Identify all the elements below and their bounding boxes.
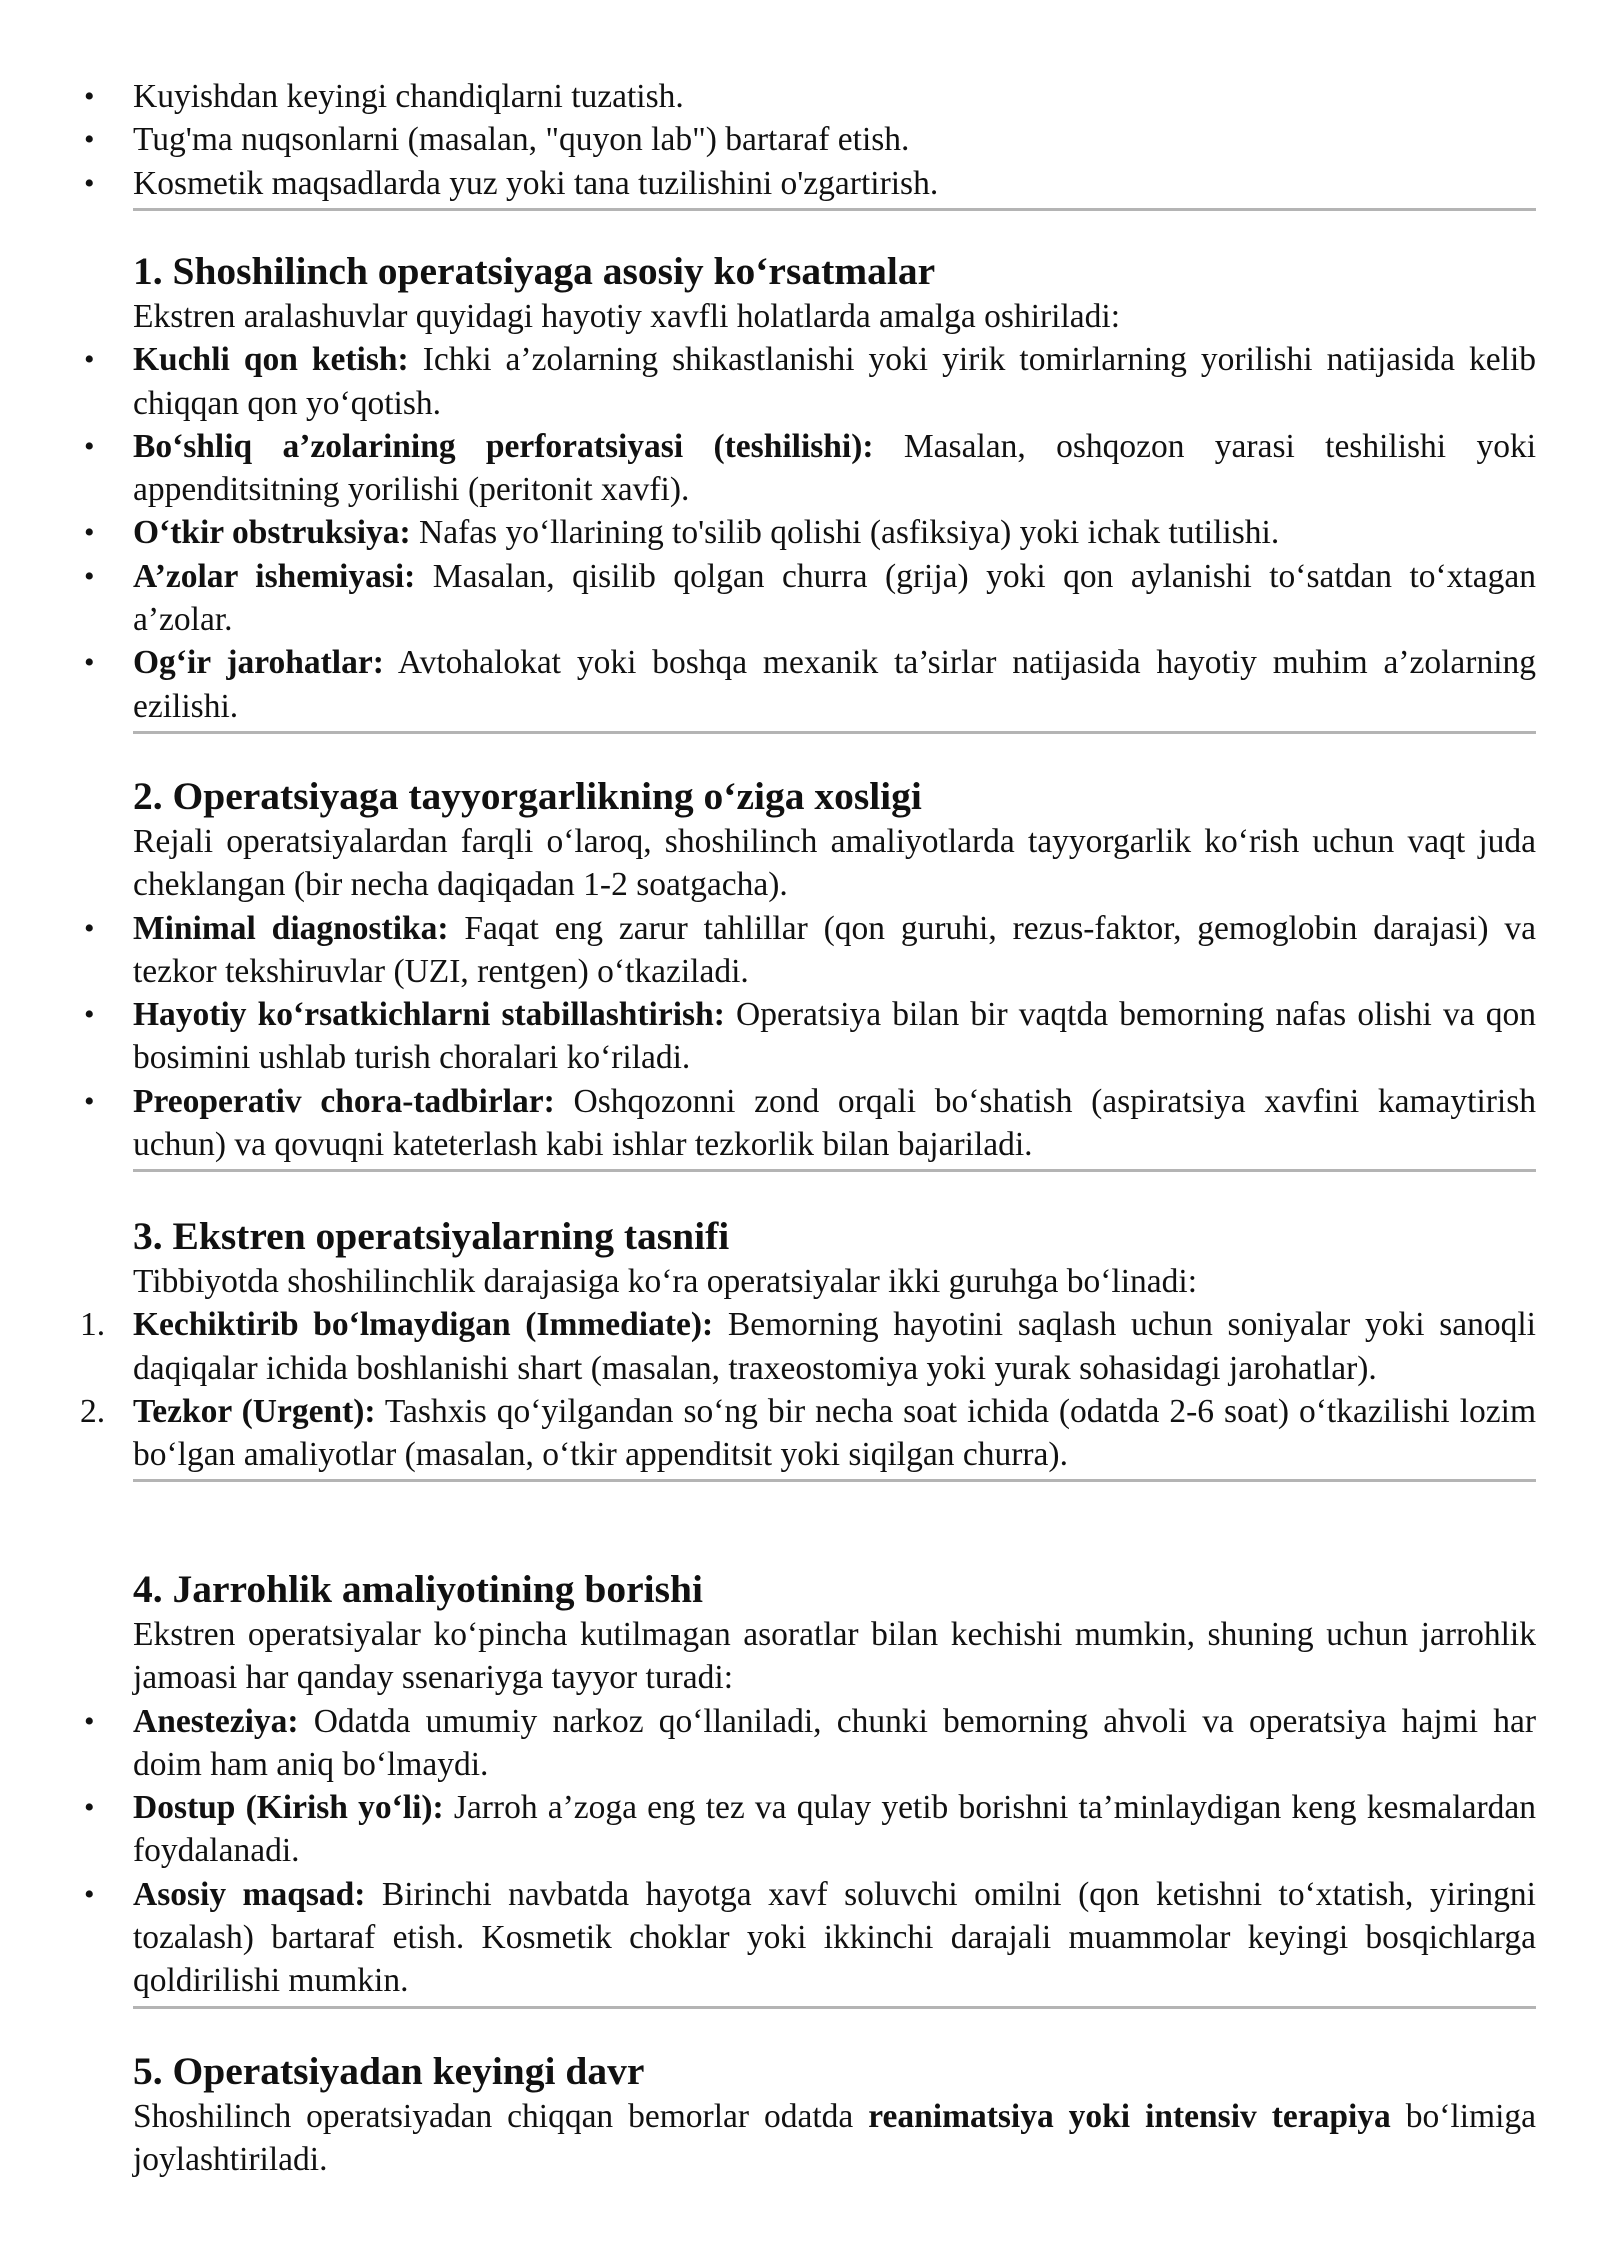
list-item: • Tug'ma nuqsonlarni (masalan, "quyon lab") bartaraf etish. xyxy=(133,118,1536,161)
section-intro: Rejali operatsiyalardan farqli o‘laroq, shoshilinch amaliyotlarda tayyorgarlik ko‘rish uchun vaqt juda cheklangan (bir necha daqiqadan 1-2 soatgacha). xyxy=(133,823,1536,904)
list-item-term: Dostup (Kirish yo‘li): xyxy=(133,1789,444,1827)
section-intro: Tibbiyotda shoshilinchlik darajasiga ko‘ra operatsiyalar ikki guruhga bo‘linadi: xyxy=(133,1263,1198,1300)
list-item xyxy=(133,907,1536,994)
section-divider xyxy=(133,1169,1536,1172)
section-heading: 1. Shoshilinch operatsiyaga asosiy ko‘rsatmalar xyxy=(133,249,936,293)
list-item-term: Kuchli qon ketish: xyxy=(133,341,409,379)
numbered-list xyxy=(80,1303,1536,1476)
list-item: • Kosmetik maqsadlarda yuz yoki tana tuzilishini o'zgartirish. xyxy=(133,162,1536,205)
list-item xyxy=(133,425,1536,512)
list-item xyxy=(133,555,1536,642)
section-5 xyxy=(133,2047,1536,2182)
list-item-text: Birinchi navbatda hayotga xavf soluvchi omilni (qon ketishni to‘xtatish, yiringni tozalash) bartaraf etish. Kosmetik choklar yoki ikkinchi darajali muammolar keyingi bosqichlarga qoldirilishi mumkin. xyxy=(133,1875,1536,2000)
intro-bullet-list xyxy=(133,75,1536,205)
paragraph-bold-text: reanimatsiya yoki intensiv terapiya xyxy=(868,2098,1391,2135)
section-3 xyxy=(80,1212,1536,1482)
list-item xyxy=(80,1390,1536,1477)
list-item xyxy=(133,1873,1536,2003)
section-divider xyxy=(133,2006,1536,2009)
list-item-number: 2. xyxy=(80,1392,106,1430)
list-item-text: Oshqozonni zond orqali bo‘shatish (aspiratsiya xavfini kamaytirish uchun) va qovuqni kateterlash kabi ishlar tezkorlik bilan bajariladi. xyxy=(133,1082,1536,1164)
list-item-term: Preoperativ chora-tadbirlar: xyxy=(133,1082,555,1120)
list-item xyxy=(133,511,1536,554)
list-item-text: Operatsiya bilan bir vaqtda bemorning nafas olishi va qon bosimini ushlab turish choralari ko‘riladi. xyxy=(133,996,1536,1077)
list-item xyxy=(133,1700,1536,1787)
section-intro: Ekstren operatsiyalar ko‘pincha kutilmagan asoratlar bilan kechishi mumkin, shuning uchun jarrohlik jamoasi har qanday ssenariyga tayyor turadi: xyxy=(133,1616,1536,1697)
list-item-term: Hayotiy ko‘rsatkichlarni stabillashtirish: xyxy=(133,996,725,1034)
intro-list-block xyxy=(133,75,1536,211)
section-divider xyxy=(133,1479,1536,1482)
list-item-term: Minimal diagnostika: xyxy=(133,909,449,947)
section-heading: 2. Operatsiyaga tayyorgarlikning o‘ziga xosligi xyxy=(133,774,922,818)
section-1 xyxy=(133,247,1536,734)
list-item-text: Faqat eng zarur tahlillar (qon guruhi, rezus-faktor, gemoglobin darajasi) va tezkor tekshiruvlar (UZI, rentgen) o‘tkaziladi. xyxy=(133,909,1536,990)
paragraph-text: Shoshilinch operatsiyadan chiqqan bemorlar odatda xyxy=(133,2098,869,2135)
list-item-text: Odatda umumiy narkoz qo‘llaniladi, chunki bemorning ahvoli va operatsiya hajmi har doim ham aniq bo‘lmaydi. xyxy=(133,1702,1536,1783)
list-item xyxy=(133,993,1536,1080)
section-heading: 5. Operatsiyadan keyingi davr xyxy=(133,2049,645,2093)
list-item-number: 1. xyxy=(80,1306,106,1344)
section-intro: Ekstren aralashuvlar quyidagi hayotiy xavfli holatlarda amalga oshiriladi: xyxy=(133,298,1121,335)
list-item-text: Tashxis qo‘yilgandan so‘ng bir necha soat ichida (odatda 2-6 soat) o‘tkazilishi lozim bo‘lgan amaliyotlar (masalan, o‘tkir appenditsit yoki siqilgan churra). xyxy=(133,1392,1536,1474)
bullet-list xyxy=(133,1700,1536,2003)
list-item-text: Masalan, oshqozon yarasi teshilishi yoki appenditsitning yorilishi (peritonit xavfi). xyxy=(133,427,1537,509)
list-item-term: O‘tkir obstruksiya: xyxy=(133,514,411,552)
bullet-list xyxy=(133,907,1536,1167)
list-item xyxy=(80,1303,1536,1390)
list-item-term: Anesteziya: xyxy=(133,1702,299,1740)
list-item-term: Tezkor (Urgent): xyxy=(133,1392,376,1430)
section-heading: 4. Jarrohlik amaliyotining borishi xyxy=(133,1567,703,1611)
section-heading: 3. Ekstren operatsiyalarning tasnifi xyxy=(133,1214,730,1258)
list-item xyxy=(133,1786,1536,1873)
list-item-term: A’zolar ishemiyasi: xyxy=(133,557,416,595)
section-paragraph xyxy=(133,2095,1536,2182)
list-item-term: Asosiy maqsad: xyxy=(133,1875,366,1913)
list-item-term: Og‘ir jarohatlar: xyxy=(133,644,384,682)
list-item: • Kuyishdan keyingi chandiqlarni tuzatish. xyxy=(133,75,1536,118)
paragraph-text: bo‘limiga joylashtiriladi. xyxy=(133,2098,1537,2179)
list-item-term: Kechiktirib bo‘lmaydigan (Immediate): xyxy=(133,1306,714,1344)
list-item xyxy=(133,1080,1536,1167)
list-item-term: Bo‘shliq a’zolarining perforatsiyasi (teshilishi): xyxy=(133,427,874,465)
list-item-text: Nafas yo‘llarining to'silib qolishi (asfiksiya) yoki ichak tutilishi. xyxy=(410,514,1280,552)
list-item xyxy=(133,641,1536,728)
list-item-text: Avtohalokat yoki boshqa mexanik ta’sirlar natijasida hayotiy muhim a’zolarning ezilishi. xyxy=(133,644,1536,725)
list-item-text: Bemorning hayotini saqlash uchun soniyalar yoki sanoqli daqiqalar ichida boshlanishi shart (masalan, traxeostomiya yoki yurak sohasidagi jarohatlar). xyxy=(133,1306,1536,1387)
section-4 xyxy=(133,1565,1536,2009)
section-divider xyxy=(133,731,1536,734)
list-item-text: Ichki a’zolarning shikastlanishi yoki yirik tomirlarning yorilishi natijasida kelib chiqqan qon yo‘qotish. xyxy=(133,341,1537,422)
list-item-text: Masalan, qisilib qolgan churra (grija) yoki qon aylanishi to‘satdan to‘xtagan a’zolar. xyxy=(133,557,1537,639)
section-divider xyxy=(133,208,1536,211)
section-2 xyxy=(133,772,1536,1172)
bullet-list xyxy=(133,338,1536,728)
list-item xyxy=(133,338,1536,425)
list-item-text: Jarroh a’zoga eng tez va qulay yetib borishni ta’minlaydigan keng kesmalardan foydalanadi. xyxy=(133,1789,1536,1870)
